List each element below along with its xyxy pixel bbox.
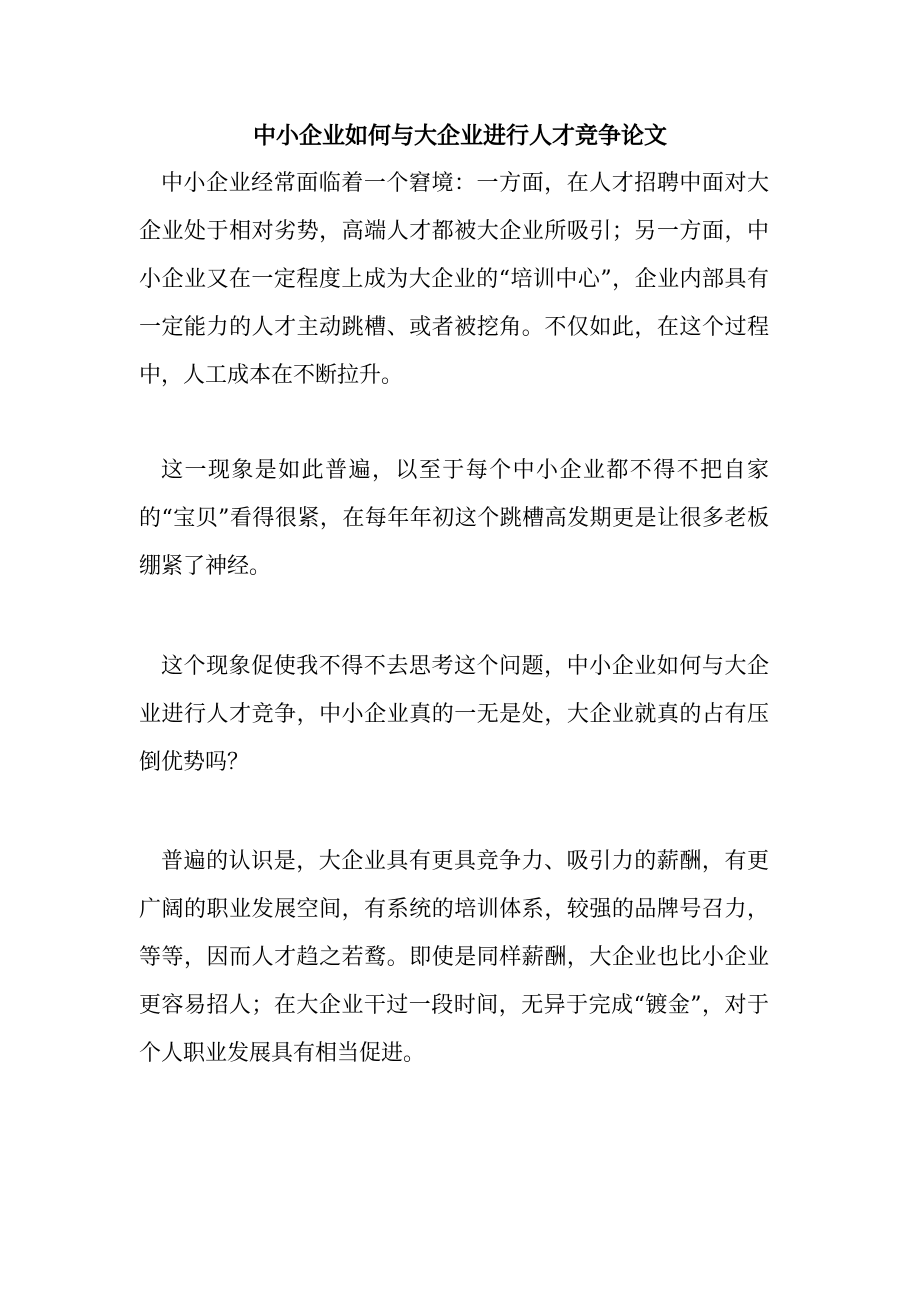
paragraph-2: 这一现象是如此普遍，以至于每个中小企业都不得不把自家的“宝贝”看得很紧，在每年年初这个跳槽高发期更是让很多老板绷紧了神经。 [139, 458, 769, 579]
document-title: 中小企业如何与大企业进行人才竞争论文 [253, 122, 667, 149]
paragraph-4: 普遍的认识是，大企业具有更具竞争力、吸引力的薪酬，有更广阔的职业发展空间，有系统的培训体系，较强的品牌号召力，等等，因而人才趋之若鹜。即使是同样薪酬，大企业也比小企业更容易招人；在大企业干过一段时间，无异于完成“镀金”，对于个人职业发展具有相当促进。 [139, 849, 769, 1066]
paragraph-1: 中小企业经常面临着一个窘境：一方面，在人才招聘中面对大企业处于相对劣势，高端人才都被大企业所吸引；另一方面，中小企业又在一定程度上成为大企业的“培训中心”，企业内部具有一定能力的人才主动跳槽、或者被挖角。不仅如此，在这个过程中，人工成本在不断拉升。 [139, 171, 769, 388]
paragraph-3: 这个现象促使我不得不去思考这个问题，中小企业如何与大企业进行人才竞争，中小企业真的一无是处，大企业就真的占有压倒优势吗？ [139, 654, 769, 775]
